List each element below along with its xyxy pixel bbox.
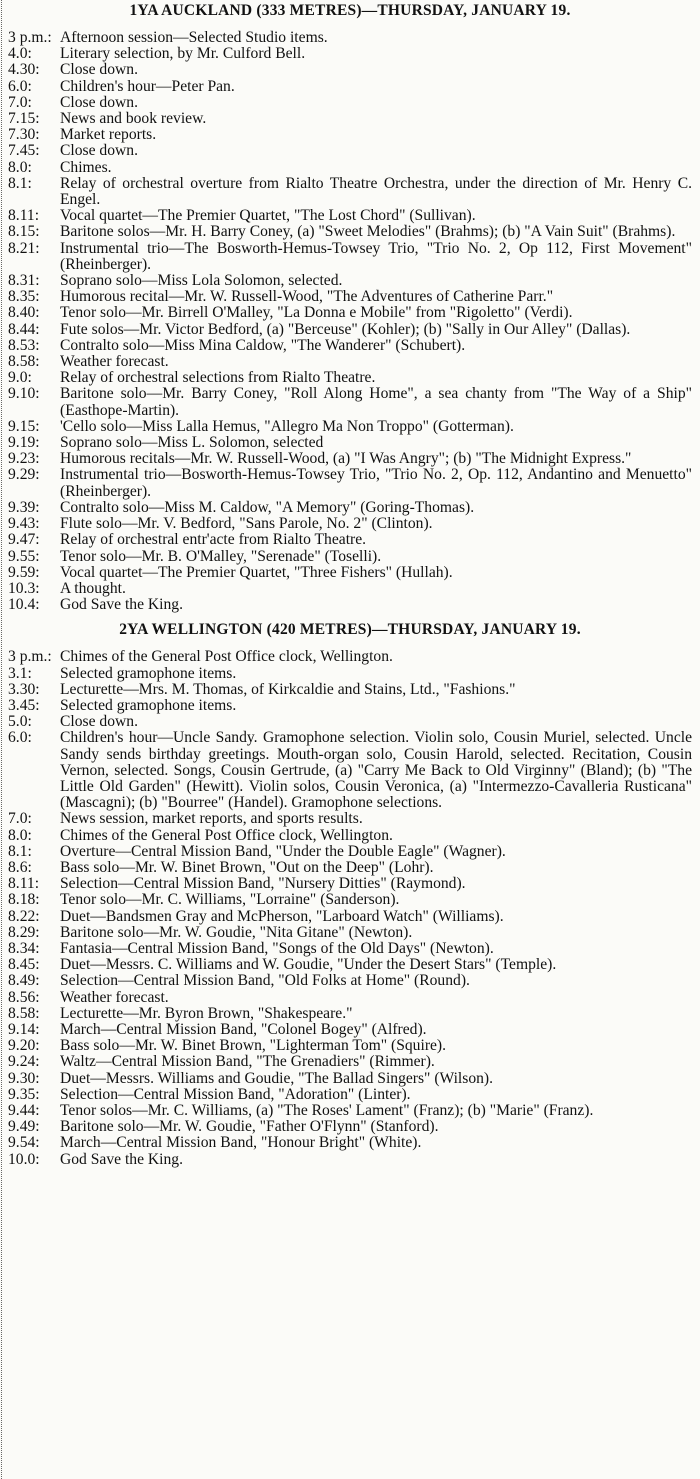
programme-entry <box>8 208 692 224</box>
entry-text: Chimes of the General Post Office clock, Wellington. <box>60 826 393 844</box>
entry-text: Close down. <box>60 61 138 79</box>
entry-time: 8.1: <box>8 842 32 860</box>
entry-text: Tenor solo—Mr. B. O'Malley, "Serenade" (Toselli). <box>60 547 382 565</box>
entry-time: 10.3: <box>8 579 40 597</box>
entry-time: 4.0: <box>8 45 32 63</box>
programme-entry <box>8 1135 692 1151</box>
programme-entry <box>8 941 692 957</box>
entry-time: 9.19: <box>8 434 40 452</box>
entry-time: 9.23: <box>8 450 40 468</box>
entry-time: 8.58: <box>8 1004 40 1022</box>
programme-entry <box>8 451 692 467</box>
entry-time: 9.15: <box>8 417 40 435</box>
entry-text: Duet—Bandsmen Gray and McPherson, "Larboard Watch" (Williams). <box>60 907 504 925</box>
programme-entry <box>8 1087 692 1103</box>
programme-entry <box>8 565 692 581</box>
entry-text: Chimes. <box>60 158 112 176</box>
entry-text: Afternoon session—Selected Studio items. <box>60 29 328 46</box>
entry-text: Selection—Central Mission Band, "Nursery Ditties" (Raymond). <box>60 875 466 893</box>
programme-entry <box>8 354 692 370</box>
entry-text: Selected gramophone items. <box>60 664 237 682</box>
entry-time: 7.0: <box>8 810 32 828</box>
entry-time: 7.30: <box>8 126 40 144</box>
entry-time: 8.18: <box>8 891 40 909</box>
entry-text: News session, market reports, and sports results. <box>60 810 363 828</box>
entry-time: 3 p.m.: <box>8 648 52 666</box>
entry-text: Relay of orchestral overture from Rialto Theatre Orchestra, under the direction of Mr. Henry C. Engel. <box>60 174 692 209</box>
programme-entry <box>8 273 692 289</box>
entry-text: 'Cello solo—Miss Lalla Hemus, "Allegro Ma Non Troppo" (Gotterman). <box>60 417 514 435</box>
entry-text: Waltz—Central Mission Band, "The Grenadiers" (Rimmer). <box>60 1053 435 1071</box>
programme-entry <box>8 828 692 844</box>
entry-text: Bass solo—Mr. W. Binet Brown, "Out on the Deep" (Lohr). <box>60 858 434 876</box>
entry-time: 8.0: <box>8 826 32 844</box>
entry-text: Selection—Central Mission Band, "Old Folks at Home" (Round). <box>60 972 470 990</box>
programme-entry <box>8 305 692 321</box>
entry-time: 8.22: <box>8 907 40 925</box>
entry-time: 6.0: <box>8 77 32 95</box>
programme-list-2ya <box>8 649 692 1168</box>
programme-entry <box>8 1038 692 1054</box>
programme-entry <box>8 127 692 143</box>
programme-entry <box>8 730 692 811</box>
entry-text: Fute solos—Mr. Victor Bedford, (a) "Berceuse" (Kohler); (b) "Sally in Our Alley" (Dallas). <box>60 320 631 338</box>
programme-entry <box>8 990 692 1006</box>
entry-time: 8.45: <box>8 956 40 974</box>
programme-entry <box>8 160 692 176</box>
entry-time: 9.30: <box>8 1069 40 1087</box>
entry-time: 8.1: <box>8 174 32 192</box>
programme-entry <box>8 1006 692 1022</box>
programme-entry <box>8 62 692 78</box>
programme-entry <box>8 957 692 973</box>
entry-text: Bass solo—Mr. W. Binet Brown, "Lighterman Tom" (Squire). <box>60 1037 447 1055</box>
entry-text: Duet—Messrs. C. Williams and W. Goudie, "Under the Desert Stars" (Temple). <box>60 956 557 974</box>
entry-time: 7.45: <box>8 142 40 160</box>
entry-time: 9.47: <box>8 531 40 549</box>
entry-text: March—Central Mission Band, "Colonel Bogey" (Alfred). <box>60 1020 427 1038</box>
entry-text: Children's hour—Peter Pan. <box>60 77 235 95</box>
programme-entry <box>8 289 692 305</box>
entry-text: Lecturette—Mr. Byron Brown, "Shakespeare." <box>60 1004 353 1022</box>
entry-text: Relay of orchestral selections from Rialto Theatre. <box>60 369 376 387</box>
entry-text: Humorous recital—Mr. W. Russell-Wood, "The Adventures of Catherine Parr." <box>60 288 554 306</box>
entry-time: 8.44: <box>8 320 40 338</box>
entry-time: 9.0: <box>8 369 32 387</box>
programme-entry <box>8 467 692 499</box>
entry-time: 8.21: <box>8 239 40 257</box>
programme-entry <box>8 682 692 698</box>
entry-time: 9.54: <box>8 1134 40 1152</box>
programme-entry <box>8 1054 692 1070</box>
entry-text: Close down. <box>60 713 138 731</box>
programme-entry <box>8 909 692 925</box>
entry-text: Fantasia—Central Mission Band, "Songs of the Old Days" (Newton). <box>60 939 494 957</box>
programme-entry <box>8 844 692 860</box>
programme-entry <box>8 1152 692 1168</box>
entry-time: 9.55: <box>8 547 40 565</box>
entry-text: March—Central Mission Band, "Honour Bright" (White). <box>60 1134 422 1152</box>
entry-time: 8.56: <box>8 988 40 1006</box>
entry-time: 10.4: <box>8 596 40 614</box>
entry-text: Flute solo—Mr. V. Bedford, "Sans Parole, No. 2" (Clinton). <box>60 515 433 533</box>
programme-entry <box>8 1103 692 1119</box>
programme-entry <box>8 876 692 892</box>
programme-entry <box>8 79 692 95</box>
entry-time: 3.1: <box>8 664 32 682</box>
entry-text: Vocal quartet—The Premier Quartet, "The Lost Chord" (Sullivan). <box>60 207 476 225</box>
entry-time: 8.35: <box>8 288 40 306</box>
entry-time: 9.59: <box>8 563 40 581</box>
entry-time: 8.29: <box>8 923 40 941</box>
programme-entry <box>8 1022 692 1038</box>
entry-time: 8.11: <box>8 875 40 893</box>
programme-entry <box>8 811 692 827</box>
entry-text: God Save the King. <box>60 596 183 614</box>
programme-entry <box>8 516 692 532</box>
entry-time: 9.43: <box>8 515 40 533</box>
entry-time: 9.44: <box>8 1102 40 1119</box>
entry-time: 7.15: <box>8 110 40 128</box>
entry-text: Tenor solos—Mr. C. Williams, (a) "The Roses' Lament" (Franz); (b) "Marie" (Franz). <box>60 1102 594 1119</box>
entry-text: Children's hour—Uncle Sandy. Gramophone selection. Violin solo, Cousin Muriel, selected. Uncle Sandy sends birthday greetings. Mouth-organ solo, Cousin Harold, selected. Recitation, Cousin Vernon, selected. Songs, Cousin Gertrude, (a) "Carry Me Back to Old Virginny" (Bland); (b) "The Little Old Garden" (Hewitt). Violin solos, Cousin Veronica, (a) "Intermezzo-Cavalleria Rusticana" (Mascagni); (b) "Bourree" (Handel). Gramophone selections. <box>60 729 692 812</box>
entry-time: 8.49: <box>8 972 40 990</box>
programme-entry <box>8 698 692 714</box>
entry-text: God Save the King. <box>60 1150 183 1168</box>
programme-entry <box>8 714 692 730</box>
entry-text: Vocal quartet—The Premier Quartet, "Three Fishers" (Hullah). <box>60 563 453 581</box>
programme-entry <box>8 30 692 46</box>
entry-text: Baritone solos—Mr. H. Barry Coney, (a) "Sweet Melodies" (Brahms); (b) "A Vain Suit" (Brahms). <box>60 223 676 241</box>
entry-time: 8.11: <box>8 207 40 225</box>
entry-time: 8.58: <box>8 353 40 371</box>
programme-entry <box>8 860 692 876</box>
entry-time: 8.6: <box>8 858 32 876</box>
programme-entry <box>8 666 692 682</box>
entry-text: Humorous recitals—Mr. W. Russell-Wood, (a) "I Was Angry"; (b) "The Midnight Express." <box>60 450 632 468</box>
entry-text: Close down. <box>60 93 138 111</box>
entry-time: 7.0: <box>8 93 32 111</box>
entry-text: Soprano solo—Miss L. Solomon, selected <box>60 434 324 452</box>
programme-entry <box>8 386 692 418</box>
programme-entry <box>8 111 692 127</box>
entry-text: Lecturette—Mrs. M. Thomas, of Kirkcaldie and Stains, Ltd., "Fashions." <box>60 680 516 698</box>
entry-time: 8.0: <box>8 158 32 176</box>
entry-text: Chimes of the General Post Office clock, Wellington. <box>60 648 393 666</box>
entry-text: News and book review. <box>60 110 207 128</box>
entry-text: Instrumental trio—Bosworth-Hemus-Towsey Trio, "Trio No. 2, Op. 112, Andantino and Menuetto" (Rheinberger). <box>60 466 692 500</box>
programme-entry <box>8 46 692 62</box>
entry-time: 9.39: <box>8 498 40 516</box>
entry-text: Weather forecast. <box>60 988 169 1006</box>
entry-text: Overture—Central Mission Band, "Under the Double Eagle" (Wagner). <box>60 842 506 860</box>
entry-time: 8.15: <box>8 223 40 241</box>
programme-entry <box>8 597 692 613</box>
entry-text: Soprano solo—Miss Lola Solomon, selected. <box>60 272 343 290</box>
programme-entry <box>8 1119 692 1135</box>
programme-entry <box>8 1071 692 1087</box>
entry-time: 3.30: <box>8 680 40 698</box>
entry-time: 9.10: <box>8 385 40 403</box>
entry-time: 4.30: <box>8 61 40 79</box>
entry-text: Weather forecast. <box>60 353 169 371</box>
entry-time: 10.0: <box>8 1150 40 1168</box>
programme-entry <box>8 95 692 111</box>
entry-text: Selection—Central Mission Band, "Adoration" (Linter). <box>60 1085 411 1103</box>
programme-entry <box>8 925 692 941</box>
entry-text: Duet—Messrs. Williams and Goudie, "The Ballad Singers" (Wilson). <box>60 1069 494 1087</box>
entry-time: 9.49: <box>8 1118 40 1136</box>
programme-list-1ya <box>8 30 692 613</box>
programme-entry <box>8 435 692 451</box>
station-heading-2ya: 2YA WELLINGTON (420 METRES)—THURSDAY, JANUARY 19. <box>119 621 581 639</box>
entry-time: 3.45: <box>8 696 40 714</box>
entry-time: 9.29: <box>8 466 40 484</box>
entry-text: A thought. <box>60 579 126 597</box>
programme-entry <box>8 973 692 989</box>
entry-time: 9.14: <box>8 1020 40 1038</box>
entry-text: Instrumental trio—The Bosworth-Hemus-Towsey Trio, "Trio No. 2, Op 112, First Movement" (Rheinberger). <box>60 239 692 273</box>
programme-entry <box>8 649 692 665</box>
entry-time: 9.24: <box>8 1053 40 1071</box>
entry-time: 9.35: <box>8 1085 40 1103</box>
entry-text: Tenor solo—Mr. C. Williams, "Lorraine" (Sanderson). <box>60 891 400 909</box>
entry-text: Tenor solo—Mr. Birrell O'Malley, "La Donna e Mobile" from "Rigoletto" (Verdi). <box>60 304 573 322</box>
programme-entry <box>8 581 692 597</box>
station-heading-1ya: 1YA AUCKLAND (333 METRES)—THURSDAY, JANUARY 19. <box>129 2 571 19</box>
programme-entry <box>8 143 692 159</box>
entry-text: Baritone solo—Mr. W. Goudie, "Nita Gitane" (Newton). <box>60 923 413 941</box>
entry-time: 6.0: <box>8 729 32 747</box>
programme-entry <box>8 338 692 354</box>
entry-text: Selected gramophone items. <box>60 696 237 714</box>
programme-entry <box>8 500 692 516</box>
entry-text: Market reports. <box>60 126 157 144</box>
entry-time: 8.31: <box>8 272 40 290</box>
entry-time: 3 p.m.: <box>8 29 52 46</box>
programme-entry <box>8 176 692 208</box>
entry-text: Baritone solo—Mr. W. Goudie, "Father O'Flynn" (Stanford). <box>60 1118 439 1136</box>
entry-time: 5.0: <box>8 713 32 731</box>
entry-time: 8.53: <box>8 336 40 354</box>
entry-time: 9.20: <box>8 1037 40 1055</box>
programme-entry <box>8 224 692 240</box>
entry-text: Relay of orchestral entr'acte from Rialto Theatre. <box>60 531 367 549</box>
programme-entry <box>8 370 692 386</box>
entry-text: Contralto solo—Miss M. Caldow, "A Memory" (Goring-Thomas). <box>60 498 475 516</box>
programme-entry <box>8 322 692 338</box>
entry-time: 8.34: <box>8 939 40 957</box>
entry-text: Contralto solo—Miss Mina Caldow, "The Wanderer" (Schubert). <box>60 336 466 354</box>
programme-entry <box>8 532 692 548</box>
entry-text: Baritone solo—Mr. Barry Coney, "Roll Along Home", a sea chanty from "The Way of a Ship" (Easthope-Martin). <box>60 385 692 419</box>
programme-entry <box>8 549 692 565</box>
programme-entry <box>8 241 692 273</box>
entry-text: Close down. <box>60 142 138 160</box>
programme-entry <box>8 419 692 435</box>
programme-entry <box>8 892 692 908</box>
entry-time: 8.40: <box>8 304 40 322</box>
entry-text: Literary selection, by Mr. Culford Bell. <box>60 45 306 63</box>
